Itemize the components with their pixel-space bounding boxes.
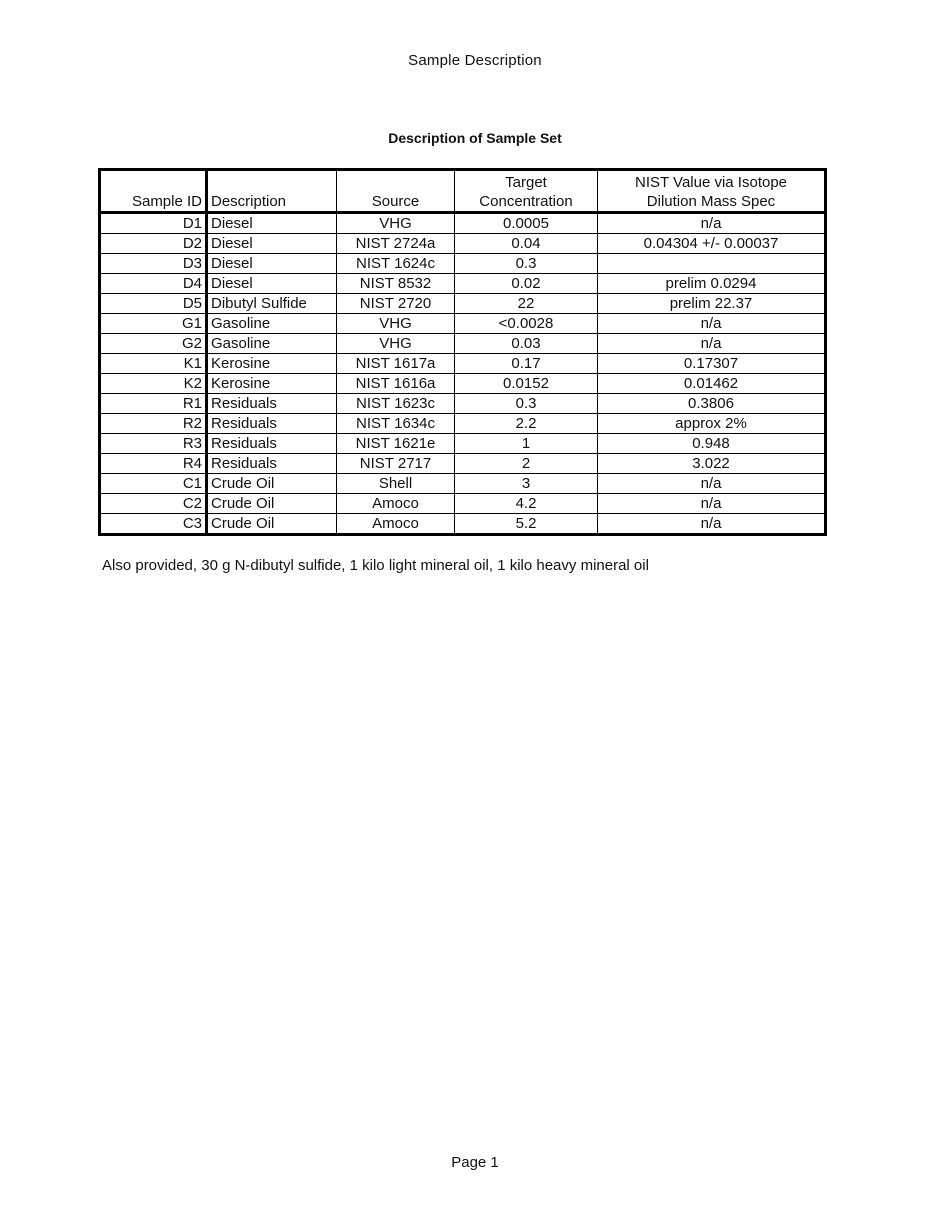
cell-target-concentration: 0.3 [455, 394, 598, 414]
column-header-source: Source [337, 170, 455, 213]
column-header-description: Description [207, 170, 337, 213]
cell-source: VHG [337, 213, 455, 234]
cell-description: Residuals [207, 394, 337, 414]
cell-nist-value: prelim 22.37 [598, 294, 826, 314]
table-header-row [100, 170, 826, 213]
cell-description: Gasoline [207, 334, 337, 354]
cell-description: Crude Oil [207, 474, 337, 494]
cell-description: Crude Oil [207, 494, 337, 514]
cell-source: NIST 2717 [337, 454, 455, 474]
nist-header-line2: Dilution Mass Spec [646, 193, 776, 210]
table-row [100, 374, 826, 394]
cell-description: Diesel [207, 274, 337, 294]
cell-target-concentration: 2.2 [455, 414, 598, 434]
cell-description: Dibutyl Sulfide [207, 294, 337, 314]
table-row [100, 474, 826, 494]
cell-target-concentration: 1 [455, 434, 598, 454]
cell-target-concentration: 22 [455, 294, 598, 314]
table-row [100, 234, 826, 254]
cell-source: NIST 1616a [337, 374, 455, 394]
cell-source: NIST 2724a [337, 234, 455, 254]
cell-target-concentration: 0.04 [455, 234, 598, 254]
cell-nist-value: n/a [598, 474, 826, 494]
cell-description: Diesel [207, 254, 337, 274]
table-row [100, 414, 826, 434]
cell-target-concentration: 5.2 [455, 514, 598, 535]
cell-description: Residuals [207, 414, 337, 434]
cell-sample-id: R4 [100, 454, 207, 474]
table-row [100, 254, 826, 274]
cell-nist-value: approx 2% [598, 414, 826, 434]
cell-source: NIST 1617a [337, 354, 455, 374]
cell-target-concentration: <0.0028 [455, 314, 598, 334]
cell-description: Gasoline [207, 314, 337, 334]
table-row [100, 434, 826, 454]
cell-description: Diesel [207, 234, 337, 254]
cell-description: Residuals [207, 454, 337, 474]
cell-sample-id: D3 [100, 254, 207, 274]
cell-nist-value: n/a [598, 213, 826, 234]
cell-target-concentration: 0.17 [455, 354, 598, 374]
cell-nist-value: 3.022 [598, 454, 826, 474]
column-header-nist-value [598, 170, 826, 213]
cell-source: NIST 8532 [337, 274, 455, 294]
table-row [100, 274, 826, 294]
cell-target-concentration: 2 [455, 454, 598, 474]
target-header-line1: Target [505, 174, 547, 191]
cell-source: Amoco [337, 494, 455, 514]
table-row [100, 354, 826, 374]
cell-sample-id: R3 [100, 434, 207, 454]
cell-source: VHG [337, 314, 455, 334]
cell-source: NIST 1621e [337, 434, 455, 454]
sample-set-table [98, 168, 827, 536]
table-row [100, 394, 826, 414]
cell-sample-id: K1 [100, 354, 207, 374]
cell-nist-value: 0.3806 [598, 394, 826, 414]
table-row [100, 494, 826, 514]
target-header-line2: Concentration [479, 193, 573, 210]
table-row [100, 213, 826, 234]
cell-sample-id: D1 [100, 213, 207, 234]
cell-sample-id: C2 [100, 494, 207, 514]
cell-nist-value: prelim 0.0294 [598, 274, 826, 294]
cell-sample-id: D2 [100, 234, 207, 254]
cell-target-concentration: 0.0005 [455, 213, 598, 234]
cell-target-concentration: 0.02 [455, 274, 598, 294]
cell-target-concentration: 0.3 [455, 254, 598, 274]
page-header: Sample Description [408, 52, 542, 69]
cell-description: Kerosine [207, 374, 337, 394]
cell-source: NIST 1624c [337, 254, 455, 274]
cell-sample-id: G2 [100, 334, 207, 354]
cell-nist-value: 0.17307 [598, 354, 826, 374]
table-body [100, 213, 826, 535]
cell-source: NIST 2720 [337, 294, 455, 314]
cell-sample-id: R2 [100, 414, 207, 434]
cell-source: VHG [337, 334, 455, 354]
nist-header-line1: NIST Value via Isotope [634, 174, 788, 191]
cell-target-concentration: 0.03 [455, 334, 598, 354]
cell-description: Kerosine [207, 354, 337, 374]
cell-nist-value: n/a [598, 514, 826, 535]
table-row [100, 334, 826, 354]
cell-target-concentration: 4.2 [455, 494, 598, 514]
cell-source: Amoco [337, 514, 455, 535]
table-row [100, 294, 826, 314]
cell-sample-id: C1 [100, 474, 207, 494]
table-title: Description of Sample Set [388, 130, 562, 146]
cell-source: NIST 1623c [337, 394, 455, 414]
cell-nist-value: n/a [598, 334, 826, 354]
cell-sample-id: D5 [100, 294, 207, 314]
cell-target-concentration: 0.0152 [455, 374, 598, 394]
cell-description: Residuals [207, 434, 337, 454]
cell-description: Crude Oil [207, 514, 337, 535]
cell-sample-id: K2 [100, 374, 207, 394]
cell-sample-id: G1 [100, 314, 207, 334]
cell-nist-value: 0.01462 [598, 374, 826, 394]
table-row [100, 314, 826, 334]
cell-description: Diesel [207, 213, 337, 234]
cell-nist-value: 0.948 [598, 434, 826, 454]
column-header-target-concentration [455, 170, 598, 213]
supplementary-note: Also provided, 30 g N-dibutyl sulfide, 1 kilo light mineral oil, 1 kilo heavy mineral oil [102, 557, 649, 574]
page-number: Page 1 [451, 1154, 499, 1171]
cell-nist-value: 0.04304 +/- 0.00037 [598, 234, 826, 254]
cell-nist-value: n/a [598, 314, 826, 334]
cell-source: NIST 1634c [337, 414, 455, 434]
cell-target-concentration: 3 [455, 474, 598, 494]
cell-sample-id: R1 [100, 394, 207, 414]
cell-source: Shell [337, 474, 455, 494]
cell-sample-id: D4 [100, 274, 207, 294]
table-row [100, 514, 826, 535]
cell-nist-value [598, 254, 826, 274]
column-header-sample-id: Sample ID [100, 170, 207, 213]
table-row [100, 454, 826, 474]
cell-nist-value: n/a [598, 494, 826, 514]
cell-sample-id: C3 [100, 514, 207, 535]
